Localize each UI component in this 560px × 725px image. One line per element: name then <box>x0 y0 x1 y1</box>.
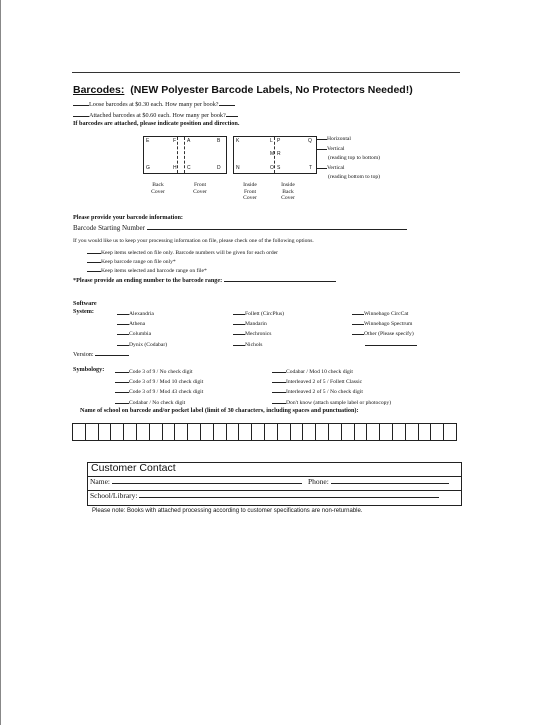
position-label[interactable]: M <box>270 151 275 157</box>
school-name-boxes[interactable] <box>72 423 457 441</box>
symbology-col-2 <box>272 366 391 407</box>
position-label[interactable]: F <box>173 138 177 144</box>
school-row <box>90 491 439 500</box>
title-rest: (NEW Polyester Barcode Labels, No Protectors Needed!) <box>130 84 413 96</box>
phone-label: Phone: <box>308 477 329 486</box>
phone-field[interactable] <box>331 477 449 484</box>
title-prefix: Barcodes: <box>73 84 125 96</box>
position-label[interactable]: P <box>277 138 281 144</box>
name-field[interactable] <box>112 477 302 484</box>
starting-number-line <box>73 223 407 232</box>
position-label[interactable]: O <box>270 165 274 171</box>
software-col-1 <box>117 308 167 349</box>
caption-inside-front-cover: Inside Front Cover <box>243 182 257 201</box>
position-label[interactable]: T <box>309 165 313 171</box>
page-left-edge <box>0 0 1 725</box>
position-label[interactable]: D <box>217 165 221 171</box>
non-returnable-note: Please note: Books with attached processing according to customer specifications are non-returnable. <box>92 508 363 514</box>
starting-number-label: Barcode Starting Number <box>73 224 145 232</box>
direction-vertical-up[interactable]: Vertical <box>317 162 380 172</box>
symbology-option[interactable]: Codabar / Mod 10 check digit <box>272 366 391 376</box>
symbology-col-1 <box>115 366 203 407</box>
position-label[interactable]: E <box>146 138 150 144</box>
ending-number-field[interactable] <box>224 275 336 282</box>
symbology-option[interactable]: Interleaved 2 of 5 / Follett Classic <box>272 376 391 386</box>
top-divider <box>72 72 460 73</box>
symbology-option[interactable]: Code 3 of 9 / Mod 10 check digit <box>115 376 203 386</box>
inside-cover-diagram <box>233 136 317 174</box>
file-option-1[interactable]: Keep items selected on file only. Barcode numbers will be given for each order <box>87 247 278 257</box>
software-col-2 <box>233 308 284 349</box>
ending-number-line <box>73 275 336 285</box>
caption-back-cover: Back Cover <box>151 182 165 195</box>
symbology-option[interactable]: Interleaved 2 of 5 / No check digit <box>272 386 391 396</box>
file-intro: If you would like us to keep your processing information on file, please check one of the following options. <box>73 238 314 244</box>
software-option[interactable]: Other (Please specify) <box>352 328 417 338</box>
other-software-field[interactable] <box>352 339 417 349</box>
loose-blank[interactable] <box>73 99 89 106</box>
attached-barcodes-line <box>73 110 238 120</box>
file-option-3[interactable]: Keep items selected and barcode range on file* <box>87 265 207 275</box>
loose-text: Loose barcodes at $0.30 each. How many per book? <box>89 101 219 108</box>
attached-text: Attached barcodes at $0.60 each. How many per book? <box>89 112 226 119</box>
position-label[interactable]: K <box>236 138 240 144</box>
school-library-label: School/Library: <box>90 491 138 500</box>
customer-contact-box <box>87 462 462 506</box>
version-field[interactable] <box>95 349 129 356</box>
cover-spine-line <box>177 137 178 173</box>
caption-inside-back-cover: Inside Back Cover <box>281 182 295 201</box>
software-option[interactable]: Mechronics <box>233 328 284 338</box>
software-option[interactable]: Follett (CircPlus) <box>233 308 284 318</box>
software-option[interactable]: Winnebago Spectrum <box>352 318 417 328</box>
position-label[interactable]: B <box>217 138 221 144</box>
name-row <box>90 477 302 486</box>
position-label[interactable]: C <box>187 165 191 171</box>
software-option[interactable]: Mandarin <box>233 318 284 328</box>
software-option[interactable]: Columbia <box>117 328 167 338</box>
symbology-option[interactable]: Don't know (attach sample label or photocopy) <box>272 397 391 407</box>
attached-blank[interactable] <box>73 110 89 117</box>
symbology-option[interactable]: Code 3 of 9 / Mod 43 check digit <box>115 386 203 396</box>
software-label: Software System: <box>73 300 97 315</box>
phone-row <box>308 477 449 486</box>
caption-front-cover: Front Cover <box>193 182 207 195</box>
position-label[interactable]: S <box>277 165 281 171</box>
symbology-label: Symbology: <box>73 366 105 373</box>
version-line <box>73 349 129 359</box>
name-label: Name: <box>90 477 110 486</box>
school-library-field[interactable] <box>139 491 439 498</box>
position-label[interactable]: H <box>173 165 177 171</box>
symbology-option[interactable]: Code 3 of 9 / No check digit <box>115 366 203 376</box>
software-option[interactable]: Winnebago CircCat <box>352 308 417 318</box>
starting-number-field[interactable] <box>147 223 407 230</box>
position-label[interactable]: L <box>270 138 273 144</box>
file-option-2[interactable]: Keep barcode range on file only* <box>87 256 176 266</box>
customer-contact-title: Customer Contact <box>91 462 176 474</box>
software-option[interactable]: Athena <box>117 318 167 328</box>
form-title <box>73 84 413 96</box>
position-note: If barcodes are attached, please indicate position and direction. <box>73 120 240 127</box>
direction-note: (reading bottom to top) <box>328 173 381 180</box>
software-option[interactable]: Nichols <box>233 339 284 349</box>
symbology-option[interactable]: Codabar / No check digit <box>115 397 203 407</box>
back-front-cover-diagram <box>143 136 227 174</box>
direction-horizontal[interactable]: Horizontal <box>317 133 380 143</box>
attached-per-book-blank[interactable] <box>226 110 238 117</box>
position-label[interactable]: N <box>236 165 240 171</box>
direction-vertical-down[interactable]: Vertical <box>317 143 380 153</box>
barcode-info-heading: Please provide your barcode information: <box>73 214 183 221</box>
direction-options <box>317 133 380 181</box>
software-option[interactable]: Dynix (Codabar) <box>117 339 167 349</box>
version-label: Version: <box>73 351 94 358</box>
loose-barcodes-line <box>73 99 235 109</box>
position-label[interactable]: A <box>187 138 191 144</box>
position-label[interactable]: Q <box>308 138 312 144</box>
ending-number-label: *Please provide an ending number to the barcode range: <box>73 277 223 284</box>
position-label[interactable]: G <box>146 165 150 171</box>
software-col-3 <box>352 308 417 349</box>
loose-per-book-blank[interactable] <box>219 99 235 106</box>
school-name-label: Name of school on barcode and/or pocket label (limit of 30 characters, including spaces and punctuation): <box>80 407 359 414</box>
direction-note: (reading top to bottom) <box>328 154 381 161</box>
software-option[interactable]: Alexandria <box>117 308 167 318</box>
cover-spine-line <box>184 137 185 173</box>
position-label[interactable]: R <box>277 151 281 157</box>
